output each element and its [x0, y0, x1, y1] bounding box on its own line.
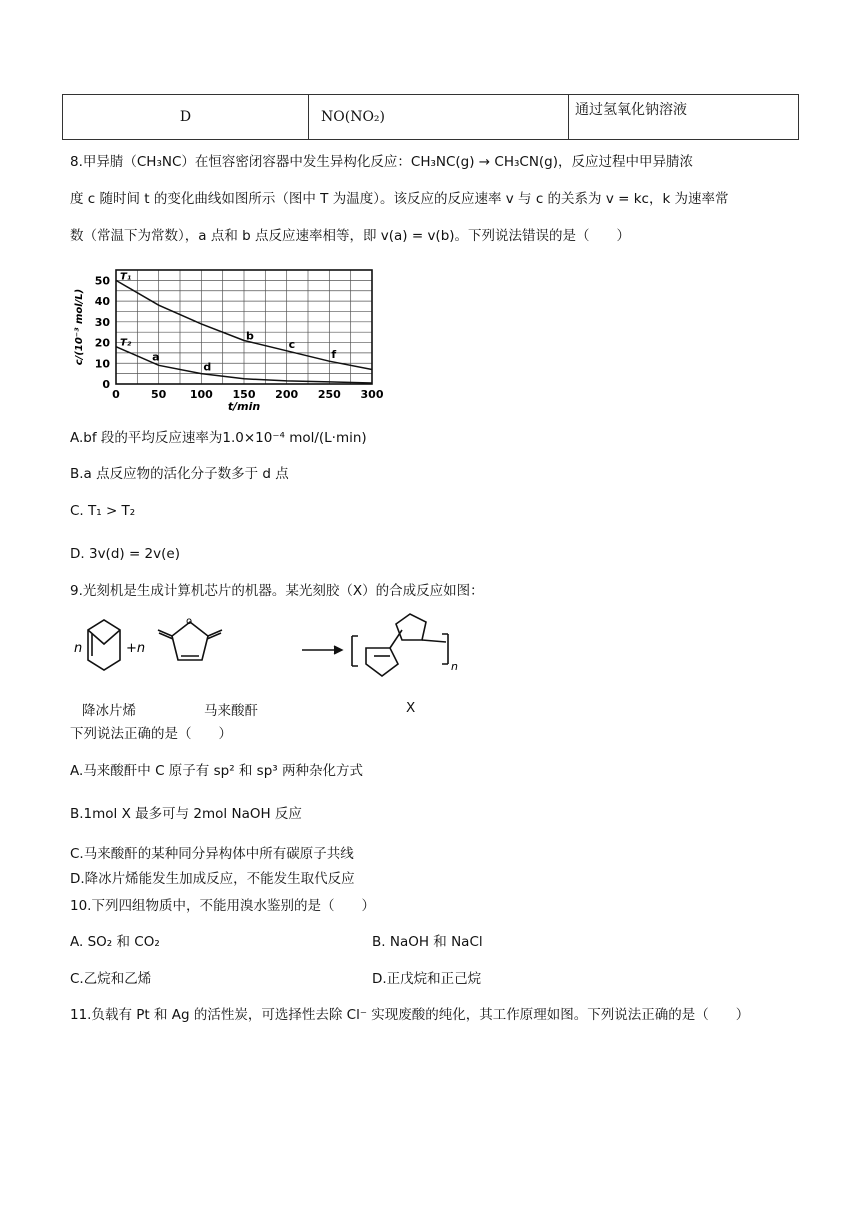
point-label-f: f: [331, 348, 337, 362]
x-axis-label: t/min: [227, 400, 261, 412]
y-tick-label: 20: [94, 336, 110, 350]
coefficient-n: n: [74, 641, 83, 656]
x-tick-label: 150: [232, 388, 256, 401]
y-tick-label: 10: [94, 357, 110, 371]
polymer-x-structure: [352, 614, 448, 676]
reaction-arrow: [302, 646, 342, 654]
table-cell-gas: NO(NO₂): [309, 95, 569, 140]
q8-option-b: B.a 点反应物的活化分子数多于 d 点: [70, 466, 289, 482]
q11-stem: 11.负载有 Pt 和 Ag 的活性炭，可选择性去除 Cl⁻ 实现废酸的纯化，其工作原理如图。下列说法正确的是（ ）: [70, 1007, 750, 1023]
x-tick-label: 300: [360, 388, 384, 401]
reaction-scheme: [70, 608, 490, 698]
q9-option-c: C.马来酸酐的某种同分异构体中所有碳原子共线: [70, 846, 354, 862]
concentration-time-chart: [70, 262, 390, 412]
q10-option-a: A. SO₂ 和 CO₂: [70, 934, 160, 950]
x-tick-label: 250: [317, 388, 341, 401]
label-x: X: [406, 700, 416, 716]
label-maleic-anhydride: 马来酸酐: [204, 703, 258, 719]
x-tick-label: 50: [151, 388, 167, 401]
q10-stem: 10.下列四组物质中，不能用溴水鉴别的是（ ）: [70, 898, 375, 914]
q9-option-d: D.降冰片烯能发生加成反应，不能发生取代反应: [70, 871, 355, 887]
q8-option-d: D. 3v(d) = 2v(e): [70, 546, 180, 562]
q8-option-c: C. T₁ > T₂: [70, 503, 136, 519]
ring-oxygen: o: [186, 616, 193, 627]
x-tick-label: 200: [275, 388, 299, 401]
y-tick-label: 0: [102, 378, 110, 391]
option-table: [62, 94, 799, 140]
q9-question: 下列说法正确的是（ ）: [70, 726, 232, 742]
point-label-b: b: [246, 329, 254, 343]
series-label-2: T₂: [120, 337, 132, 349]
norbornene-structure: [88, 620, 120, 670]
q8-stem-line1: 8.甲异腈（CH₃NC）在恒容密闭容器中发生异构化反应：CH₃NC(g) → CH₃CN(g)，反应过程中甲异腈浓: [70, 154, 694, 170]
q9-option-a: A.马来酸酐中 C 原子有 sp² 和 sp³ 两种杂化方式: [70, 763, 363, 779]
repeat-n: n: [451, 660, 458, 673]
q9-stem: 9.光刻机是生成计算机芯片的机器。某光刻胶（X）的合成反应如图：: [70, 583, 484, 599]
q10-option-b: B. NaOH 和 NaCl: [372, 934, 483, 950]
point-label-c: c: [288, 337, 296, 351]
q9-option-b: B.1mol X 最多可与 2mol NaOH 反应: [70, 806, 302, 822]
x-tick-label: 0: [112, 388, 120, 401]
q10-option-d: D.正戊烷和正己烷: [372, 971, 482, 987]
table-cell-option: D: [63, 95, 309, 140]
maleic-anhydride-structure: [158, 622, 222, 660]
table-cell-method: 通过氢氧化钠溶液: [569, 95, 799, 140]
y-tick-label: 40: [94, 295, 110, 309]
series-label-1: T₁: [120, 271, 132, 283]
table-row: [63, 95, 799, 140]
y-tick-label: 30: [94, 315, 110, 329]
q8-stem-line2: 度 c 随时间 t 的变化曲线如图所示（图中 T 为温度）。该反应的反应速率 v 与 c 的关系为 v = kc，k 为速率常: [70, 191, 729, 207]
x-tick-label: 100: [189, 388, 213, 401]
q8-stem-line3: 数（常温下为常数），a 点和 b 点反应速率相等，即 v(a) = v(b)。下列说法错误的是（ ）: [70, 228, 631, 244]
point-label-d: d: [203, 360, 212, 374]
label-norbornene: 降冰片烯: [82, 703, 136, 719]
y-tick-label: 50: [94, 274, 110, 288]
y-axis-label: c/(10⁻³ mol/L): [74, 288, 85, 366]
plus-n: +n: [126, 641, 146, 656]
q10-option-c: C.乙烷和乙烯: [70, 971, 152, 987]
q8-option-a: A.bf 段的平均反应速率为1.0×10⁻⁴ mol/(L·min): [70, 430, 367, 446]
point-label-a: a: [152, 350, 160, 364]
